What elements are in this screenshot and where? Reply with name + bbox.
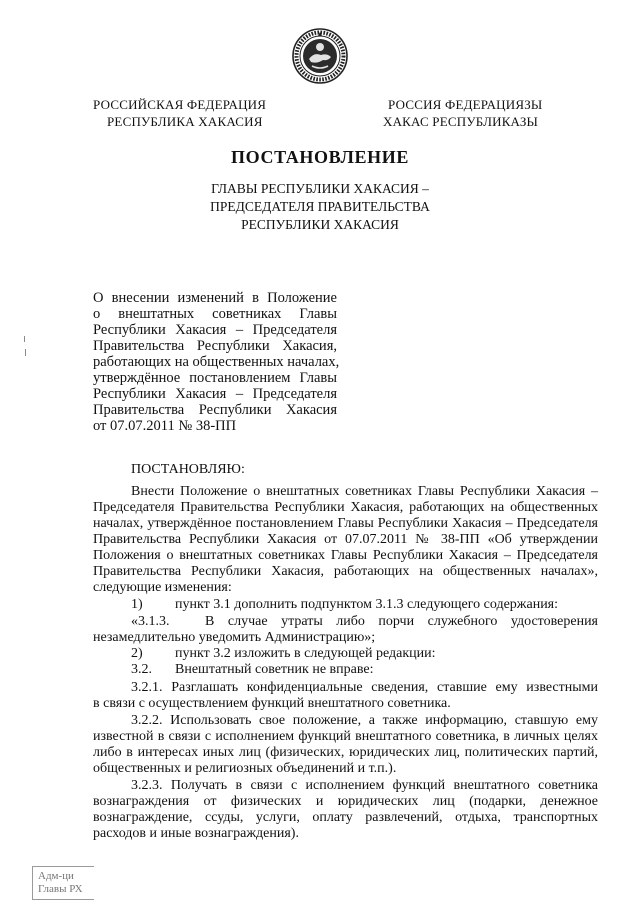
body-line: Положения о внештатных советниках Главы Республики Хакасия – Председателя <box>93 548 598 563</box>
decree-word: ПОСТАНОВЛЯЮ: <box>131 462 245 477</box>
body-line: в связи с осуществлением функций внештатного советника. <box>93 696 451 711</box>
header-right-line-1: РОССИЯ ФЕДЕРАЦИЯЗЫ <box>388 97 543 112</box>
body-line: следующие изменения: <box>93 580 232 595</box>
body-line: Внести Положение о внештатных советниках Главы Республики Хакасия – <box>131 484 598 499</box>
body-line: 3.2.2. Использовать свое положение, а также информацию, ставшую ему <box>131 713 598 728</box>
subject-line: Правительства Республики Хакасия <box>93 402 337 418</box>
item-text: пункт 3.2 изложить в следующей редакции: <box>175 646 436 661</box>
coat-of-arms-icon <box>290 26 350 86</box>
subject-line: О внесении изменений в Положение <box>93 290 337 306</box>
subject-line: Правительства Республики Хакасия, <box>93 338 337 354</box>
header-left-line-2: РЕСПУБЛИКА ХАКАСИЯ <box>107 114 263 129</box>
body-line: началах, утверждённое постановлением Главы Республики Хакасия – Председателя <box>93 516 598 531</box>
stamp-line-1: Адм-ци <box>38 870 74 882</box>
subject-line: работающих на общественных началах, <box>93 354 340 370</box>
subject-line: утверждённое постановлением Главы <box>93 370 337 386</box>
subtitle-line-1: ГЛАВЫ РЕСПУБЛИКИ ХАКАСИЯ – <box>211 181 429 196</box>
body-line: либо в интересах иных лиц (физических, юридических лиц, политических партий, <box>93 745 598 760</box>
subtitle-line-3: РЕСПУБЛИКИ ХАКАСИЯ <box>241 217 399 232</box>
clause-number: 3.2. <box>131 662 152 677</box>
body-line: вознаграждения от физических и юридических лиц (подарки, денежное <box>93 794 598 809</box>
item-number: 2) <box>131 646 143 661</box>
subject-line: от 07.07.2011 № 38-ПП <box>93 418 237 434</box>
subject-line: Республики Хакасия – Председателя <box>93 322 337 338</box>
body-line: 3.2.3. Получать в связи с исполнением функций внештатного советника <box>131 778 598 793</box>
subject-line: Республики Хакасия – Председателя <box>93 386 337 402</box>
body-line: вознаграждение, ссуды, услуги, оплату развлечений, отдыха, транспортных <box>93 810 598 825</box>
body-line: расходов и иные вознаграждения). <box>93 826 299 841</box>
document-title: ПОСТАНОВЛЕНИЕ <box>231 147 409 167</box>
item-text: пункт 3.1 дополнить подпунктом 3.1.3 следующего содержания: <box>175 597 559 612</box>
body-line: Правительства Республики Хакасия, работающих на общественных началах», <box>93 564 598 579</box>
body-line: 3.2.1. Разглашать конфиденциальные сведения, ставшие ему известными <box>131 680 598 695</box>
body-line: Председателя Правительства Республики Хакасия, работающих на общественных <box>93 500 598 515</box>
body-line: незамедлительно уведомить Администрацию»; <box>93 630 376 645</box>
registration-stamp <box>32 866 94 900</box>
subject-line: о внештатных советниках Главы <box>93 306 337 322</box>
scan-mark <box>24 336 25 342</box>
body-line: общественных и религиозных объединений и т.п.). <box>93 761 397 776</box>
body-line: известной в связи с исполнением функций внештатного советника, в личных целях <box>93 729 598 744</box>
scan-mark <box>25 349 26 356</box>
body-line: Правительства Республики Хакасия от 07.07.2011 № 38-ПП «Об утверждении <box>93 532 598 547</box>
clause-text: Внештатный советник не вправе: <box>175 662 374 677</box>
item-number: 1) <box>131 597 143 612</box>
clause-number: «3.1.3. <box>131 614 170 629</box>
header-left-line-1: РОССИЙСКАЯ ФЕДЕРАЦИЯ <box>93 97 267 112</box>
header-right-line-2: ХАКАС РЕСПУБЛИКАЗЫ <box>383 114 539 129</box>
stamp-line-2: Главы РХ <box>38 883 83 895</box>
subtitle-line-2: ПРЕДСЕДАТЕЛЯ ПРАВИТЕЛЬСТВА <box>210 199 430 214</box>
body-line: В случае утраты либо порчи служебного удостоверения <box>205 614 598 629</box>
